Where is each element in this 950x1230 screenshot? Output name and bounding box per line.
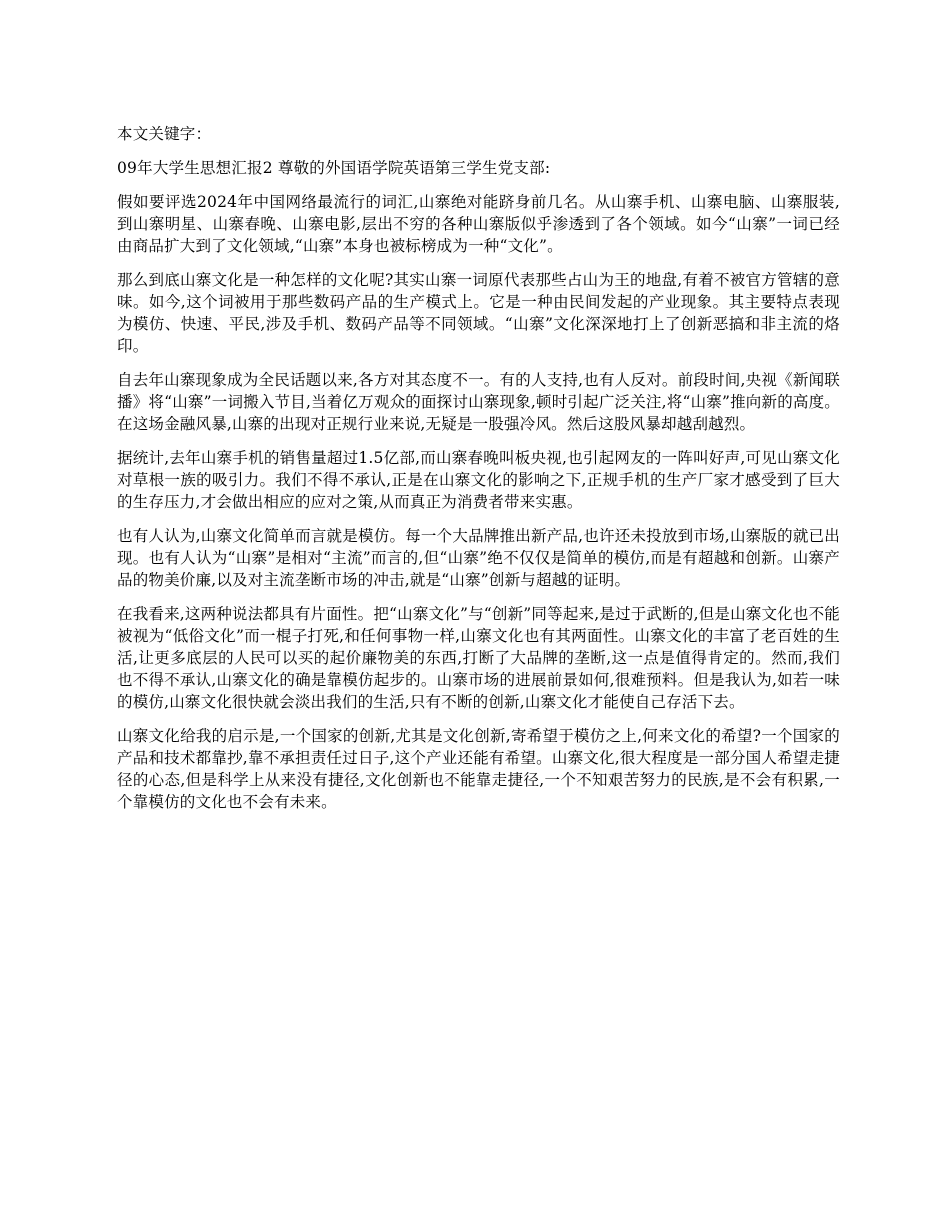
paragraph: 那么到底山寨文化是一种怎样的文化呢?其实山寨一词原代表那些占山为王的地盘,有着不被官方管辖的意味。如今,这个词被用于那些数码产品的生产模式上。它是一种由民间发起的产业现象。其主要特点表现为模仿、快速、平民,涉及手机、数码产品等不同领域。“山寨”文化深深地打上了创新恶搞和非主流的烙印。 — [117, 271, 840, 355]
paragraph: 在我看来,这两种说法都具有片面性。把“山寨文化”与“创新”同等起来,是过于武断的,但是山寨文化也不能被视为“低俗文化”而一棍子打死,和任何事物一样,山寨文化也有其两面性。山寨文化的丰富了老百姓的生活,让更多底层的人民可以买的起价廉物美的东西,打断了大品牌的垄断,这一点是值得肯定的。然而,我们也不得不承认,山寨文化的确是靠模仿起步的。山寨市场的进展前景如何,很难预料。但是我认为,如若一味的模仿,山寨文化很快就会淡出我们的生活,只有不断的创新,山寨文化才能使自己存活下去。 — [117, 605, 840, 711]
paragraph: 也有人认为,山寨文化简单而言就是模仿。每一个大品牌推出新产品,也许还未投放到市场,山寨版的就已出现。也有人认为“山寨”是相对“主流”而言的,但“山寨”绝不仅仅是简单的模仿,而是有超越和创新。山寨产品的物美价廉,以及对主流垄断市场的冲击,就是“山寨”创新与超越的证明。 — [117, 527, 840, 589]
paragraph: 山寨文化给我的启示是,一个国家的创新,尤其是文化创新,寄希望于模仿之上,何来文化的希望?一个国家的产品和技术都靠抄,靠不承担责任过日子,这个产业还能有希望。山寨文化,很大程度是一部分国人希望走捷径的心态,但是科学上从来没有捷径,文化创新也不能靠走捷径,一个不知艰苦努力的民族,是不会有积累,一个靠模仿的文化也不会有未来。 — [117, 727, 840, 811]
paragraph: 自去年山寨现象成为全民话题以来,各方对其态度不一。有的人支持,也有人反对。前段时间,央视《新闻联播》将“山寨”一词搬入节目,当着亿万观众的面探讨山寨现象,顿时引起广泛关注,将“山寨”推向新的高度。在这场金融风暴,山寨的出现对正规行业来说,无疑是一股强冷风。然后这股风暴却越刮越烈。 — [117, 371, 840, 433]
keywords-label: 本文关键字： — [117, 125, 212, 143]
paragraph: 假如要评选2024年中国网络最流行的词汇,山寨绝对能跻身前几名。从山寨手机、山寨电脑、山寨服装,到山寨明星、山寨春晚、山寨电影,层出不穷的各种山寨版似乎渗透到了各个领域。如今“山寨”一词已经由商品扩大到了文化领域,“山寨”本身也被标榜成为一种“文化”。 — [117, 193, 840, 255]
paragraph: 据统计,去年山寨手机的销售量超过1.5亿部,而山寨春晚叫板央视,也引起网友的一阵叫好声,可见山寨文化对草根一族的吸引力。我们不得不承认,正是在山寨文化的影响之下,正规手机的生产厂家才感受到了巨大的生存压力,才会做出相应的应对之策,从而真正为消费者带来实惠。 — [117, 449, 840, 511]
document-heading: 09年大学生思想汇报2 尊敬的外国语学院英语第三学生党支部: — [117, 159, 551, 177]
document-body — [117, 123, 840, 825]
